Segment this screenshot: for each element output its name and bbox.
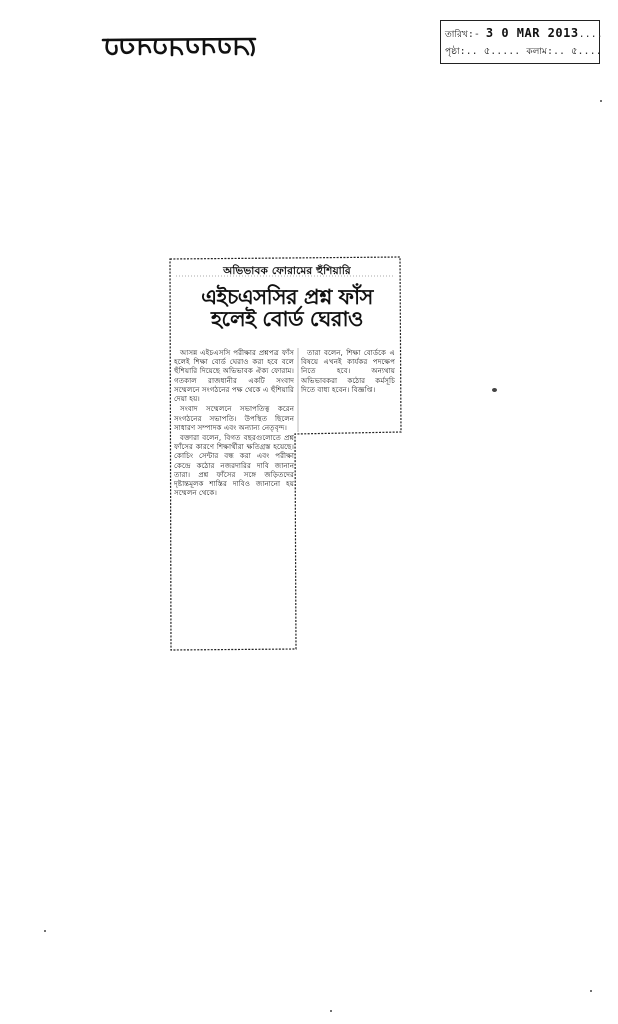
article-kicker: অভিভাবক ফোরামের হুঁশিয়ারি <box>223 265 351 277</box>
stamp-page-value: ৫ <box>483 46 491 57</box>
stamp-date: 3 0 MAR 2013 <box>485 26 579 40</box>
stamp-column-label: কলাম <box>526 47 547 57</box>
left-column-paragraph: আসন্ন এইচএসসি পরীক্ষার প্রশ্নপত্র ফাঁস হলেই শিক্ষা বোর্ড ঘেরাও করা হবে বলে হুঁশিয়ারি দিয়েছে অভিভাবক ঐক্য ফোরাম। গতকাল রাজধানীর একটি সংবাদ সম্মেলনে সংগঠনের পক্ষ থেকে এ হুঁশিয়ারি দেয়া হয়। <box>174 348 294 404</box>
left-column-paragraph: সংবাদ সম্মেলনে সভাপতিত্ব করেন সংগঠনের সভাপতি। উপস্থিত ছিলেন সাধারণ সম্পাদক এবং অন্যান্য নেতৃবৃন্দ। <box>174 404 294 432</box>
scan-speck <box>600 100 602 102</box>
newspaper-masthead-logo <box>100 30 260 62</box>
stamp-page-label: পৃষ্ঠা <box>445 47 460 57</box>
article-headline-line1: এইচএসসির প্রশ্ন ফাঁস <box>201 285 373 309</box>
stamp-column-value: ৫ <box>571 46 578 57</box>
scan-speck <box>492 388 497 392</box>
left-column-paragraph: বক্তারা বলেন, বিগত বছরগুলোতে প্রশ্ন ফাঁসের কারণে শিক্ষার্থীরা ক্ষতিগ্রস্ত হয়েছে। কোচিং সেন্টার বন্ধ করা এবং পরীক্ষা কেন্দ্রে কঠোর নজরদারির দাবি জানান তারা। প্রশ্ন ফাঁসের সঙ্গে জড়িতদের দৃষ্টান্তমূলক শাস্তির দাবিও জানানো হয় সম্মেলন থেকে। <box>174 432 294 498</box>
stamp-date-label: তারিখ <box>445 30 468 40</box>
archive-date-stamp: তারিখ:- 3 0 MAR 2013.... পৃষ্ঠা:.. ৫..... কলাম:.. ৫.... <box>440 20 600 64</box>
article-right-column <box>301 348 395 436</box>
right-column-paragraph: তারা বলেন, শিক্ষা বোর্ডকে এ বিষয়ে এখনই কার্যকর পদক্ষেপ নিতে হবে। অন্যথায় অভিভাবকরা কঠোর কর্মসূচি দিতে বাধ্য হবেন। বিজ্ঞপ্তি। <box>301 348 395 394</box>
scan-speck <box>330 1010 332 1012</box>
article-headline-block <box>176 262 398 346</box>
article-headline-line2: হলেই বোর্ড ঘেরাও <box>210 307 363 332</box>
scan-speck <box>44 930 46 932</box>
newspaper-clipping <box>168 256 403 651</box>
article-left-column <box>174 348 294 644</box>
scan-speck <box>590 990 592 992</box>
